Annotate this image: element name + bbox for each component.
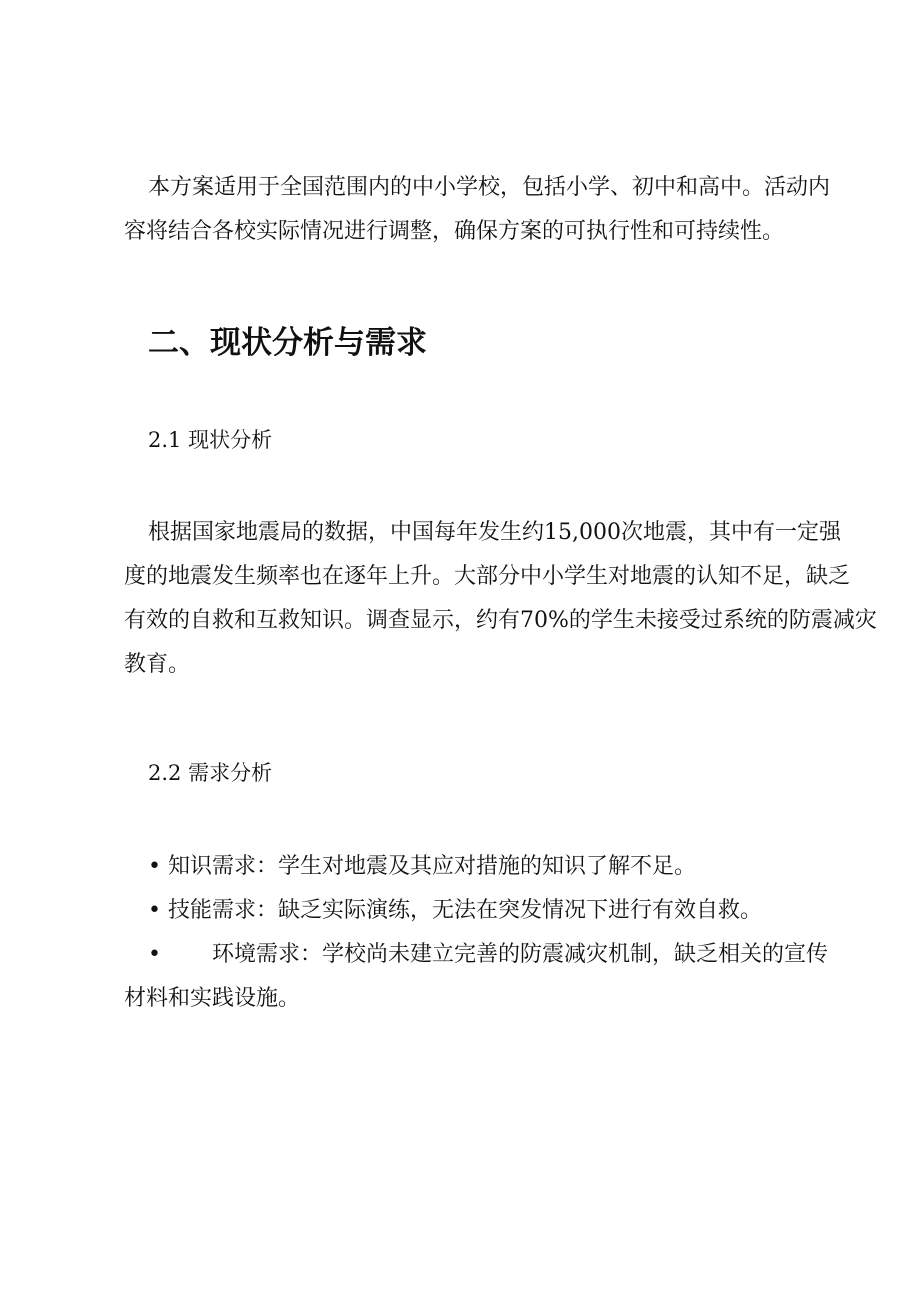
list-item bbox=[124, 933, 829, 1021]
list-item bbox=[148, 845, 828, 889]
paragraph-line: 教育。 bbox=[124, 652, 191, 677]
paragraph-line: 度的地震发生频率也在逐年上升。大部分中小学生对地震的认知不足，缺乏 bbox=[124, 564, 851, 589]
bullet-icon: • bbox=[148, 898, 161, 923]
list-item-text: 环境需求：学校尚未建立完善的防震减灾机制，缺乏相关的宣传 bbox=[212, 942, 829, 967]
subsection-title-status: 2.1 现状分析 bbox=[148, 428, 273, 452]
paragraph-line: 有效的自救和互救知识。调查显示，约有70%的学生未接受过系统的防震减灾 bbox=[124, 608, 877, 633]
paragraph-line: 容将结合各校实际情况进行调整，确保方案的可执行性和可持续性。 bbox=[124, 219, 785, 244]
paragraph-line: 本方案适用于全国范围内的中小学校，包括小学、初中和高中。活动内 bbox=[148, 175, 831, 200]
section-title: 二、现状分析与需求 bbox=[148, 325, 427, 361]
list-item-continuation: 材料和实践设施。 bbox=[124, 986, 301, 1011]
needs-list bbox=[124, 845, 829, 1021]
bullet-icon: • bbox=[148, 854, 161, 879]
bullet-icon: • bbox=[148, 942, 161, 967]
paragraph-line: 根据国家地震局的数据，中国每年发生约15,000次地震，其中有一定强 bbox=[148, 520, 841, 545]
list-item-text: 技能需求：缺乏实际演练，无法在突发情况下进行有效自救。 bbox=[168, 898, 763, 923]
subsection-title-needs: 2.2 需求分析 bbox=[148, 761, 273, 785]
list-item-text: 知识需求：学生对地震及其应对措施的知识了解不足。 bbox=[168, 854, 697, 879]
list-item bbox=[148, 889, 828, 933]
scope-paragraph bbox=[124, 166, 831, 254]
status-paragraph bbox=[124, 511, 877, 687]
